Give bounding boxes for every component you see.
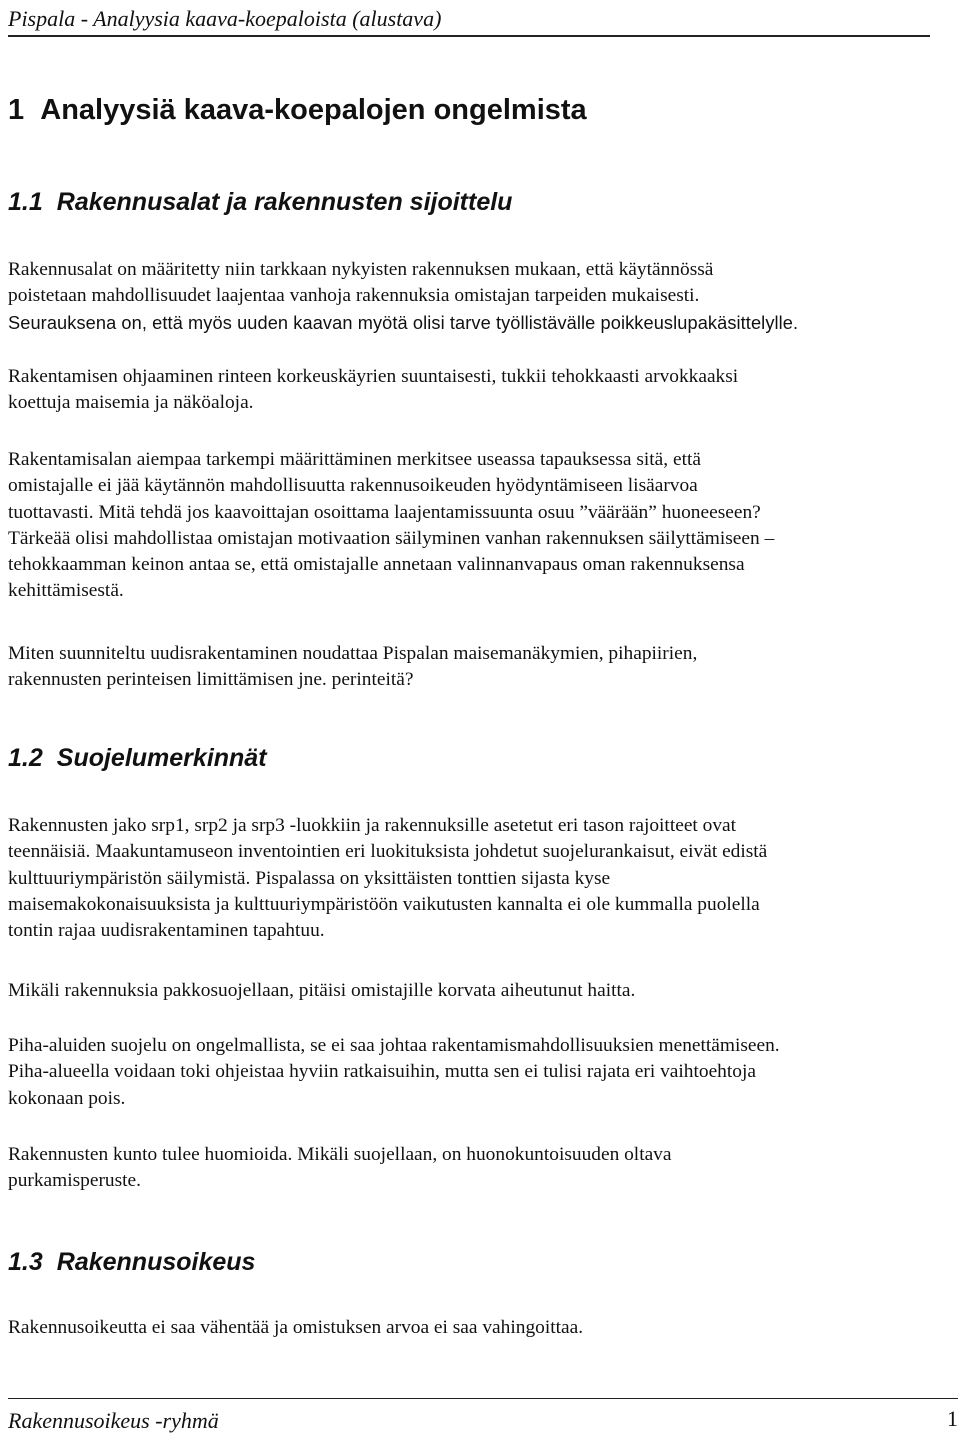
text-line: omistajalle ei jää käytännön mahdollisuutta rakennusoikeuden hyödyntämiseen lisäarvoa bbox=[8, 475, 698, 497]
header-title: Pispala - Analyysia kaava-koepaloista (alustava) bbox=[8, 6, 442, 31]
text-line: Rakentamisen ohjaaminen rinteen korkeuskäyrien suuntaisesti, tukkii tehokkaasti arvokkaaksi bbox=[8, 366, 739, 387]
chapter-title: Analyysiä kaava-koepalojen ongelmista bbox=[40, 94, 587, 126]
paragraph bbox=[8, 978, 958, 1004]
text-line: Seurauksena on, että myös uuden kaavan myötä olisi tarve työllistävälle poikkeuslupakäsittelylle. bbox=[8, 313, 799, 333]
text-line: poistetaan mahdollisuudet laajentaa vanhoja rakennuksia omistajan tarpeiden mukaisesti. bbox=[8, 285, 700, 307]
text-line: tontin rajaa uudisrakentaminen tapahtuu. bbox=[8, 920, 325, 942]
text-line: rakennusten perinteisen limittämisen jne. perinteitä? bbox=[8, 669, 414, 691]
text-line: Rakennusten kunto tulee huomioida. Mikäli suojellaan, on huonokuntoisuuden oltava bbox=[8, 1144, 672, 1165]
section-title: Rakennusalat ja rakennusten sijoittelu bbox=[56, 188, 513, 216]
text-line: Rakennusoikeutta ei saa vähentää ja omistuksen arvoa ei saa vahingoittaa. bbox=[8, 1317, 584, 1338]
text-line: kulttuuriympäristön säilymistä. Pispalassa on yksittäisten tonttien sijasta kyse bbox=[8, 867, 611, 889]
text-line: tuottavasti. Mitä tehdä jos kaavoittajan osoittama laajentamissuunta osuu ”väärään” huoneeseen? bbox=[8, 501, 761, 523]
text-line: kokonaan pois. bbox=[8, 1087, 126, 1109]
chapter-number: 1 bbox=[8, 94, 25, 126]
section-number: 1.1 bbox=[8, 188, 43, 216]
text-line: maisemakokonaisuuksista ja kulttuuriympäristöön vaikutusten kannalta ei ole kummalla puolella bbox=[8, 893, 760, 915]
text-line: Rakentamisalan aiempaa tarkempi määrittäminen merkitsee useassa tapauksessa sitä, että bbox=[8, 449, 701, 470]
paragraph bbox=[8, 310, 958, 336]
section-heading-1-2 bbox=[8, 742, 267, 774]
text-line: Piha-alueella voidaan toki ohjeistaa hyviin ratkaisuihin, mutta sen ei tulisi rajata eri vaihtoehtoja bbox=[8, 1061, 756, 1083]
page-number: 1 bbox=[947, 1406, 958, 1431]
text-line: teennäisiä. Maakuntamuseon inventointien eri luokituksista johdetut suojelurankaisut, eivät edistä bbox=[8, 841, 768, 863]
section-heading-1-1 bbox=[8, 186, 512, 218]
page-footer bbox=[8, 1398, 958, 1433]
section-heading-1-3 bbox=[8, 1246, 255, 1278]
paragraph bbox=[8, 257, 958, 310]
section-title: Rakennusoikeus bbox=[56, 1248, 256, 1276]
text-line: Rakennusten jako srp1, srp2 ja srp3 -luokkiin ja rakennuksille asetetut eri tason rajoitteet ovat bbox=[8, 815, 737, 836]
paragraph bbox=[8, 813, 958, 944]
section-number: 1.2 bbox=[8, 744, 43, 772]
paragraph bbox=[8, 1315, 958, 1341]
text-line: purkamisperuste. bbox=[8, 1170, 142, 1192]
text-line: Rakennusalat on määritetty niin tarkkaan nykyisten rakennuksen mukaan, että käytännössä bbox=[8, 259, 714, 280]
text-line: Tärkeää olisi mahdollistaa omistajan motivaation säilyminen vanhan rakennuksen säilyttämiseen – bbox=[8, 527, 775, 549]
text-line: kehittämisestä. bbox=[8, 580, 124, 602]
paragraph bbox=[8, 1033, 958, 1112]
text-line: Mikäli rakennuksia pakkosuojellaan, pitäisi omistajille korvata aiheutunut haitta. bbox=[8, 980, 636, 1001]
paragraph bbox=[8, 641, 958, 694]
text-line: Piha-aluiden suojelu on ongelmallista, se ei saa johtaa rakentamismahdollisuuksien menettämiseen. bbox=[8, 1035, 780, 1056]
paragraph bbox=[8, 364, 958, 417]
section-title: Suojelumerkinnät bbox=[56, 744, 267, 772]
footer-label: Rakennusoikeus -ryhmä bbox=[8, 1408, 219, 1433]
running-header bbox=[8, 6, 930, 37]
section-number: 1.3 bbox=[8, 1248, 43, 1276]
paragraph bbox=[8, 1142, 958, 1195]
text-line: koettuja maisemia ja näköaloja. bbox=[8, 392, 254, 414]
text-line: tehokkaamman keinon antaa se, että omistajalle annetaan valinnanvapaus oman rakennuksensa bbox=[8, 554, 745, 576]
text-line: Miten suunniteltu uudisrakentaminen noudattaa Pispalan maisemanäkymien, pihapiirien, bbox=[8, 643, 698, 664]
paragraph bbox=[8, 447, 958, 605]
chapter-heading bbox=[8, 92, 587, 128]
